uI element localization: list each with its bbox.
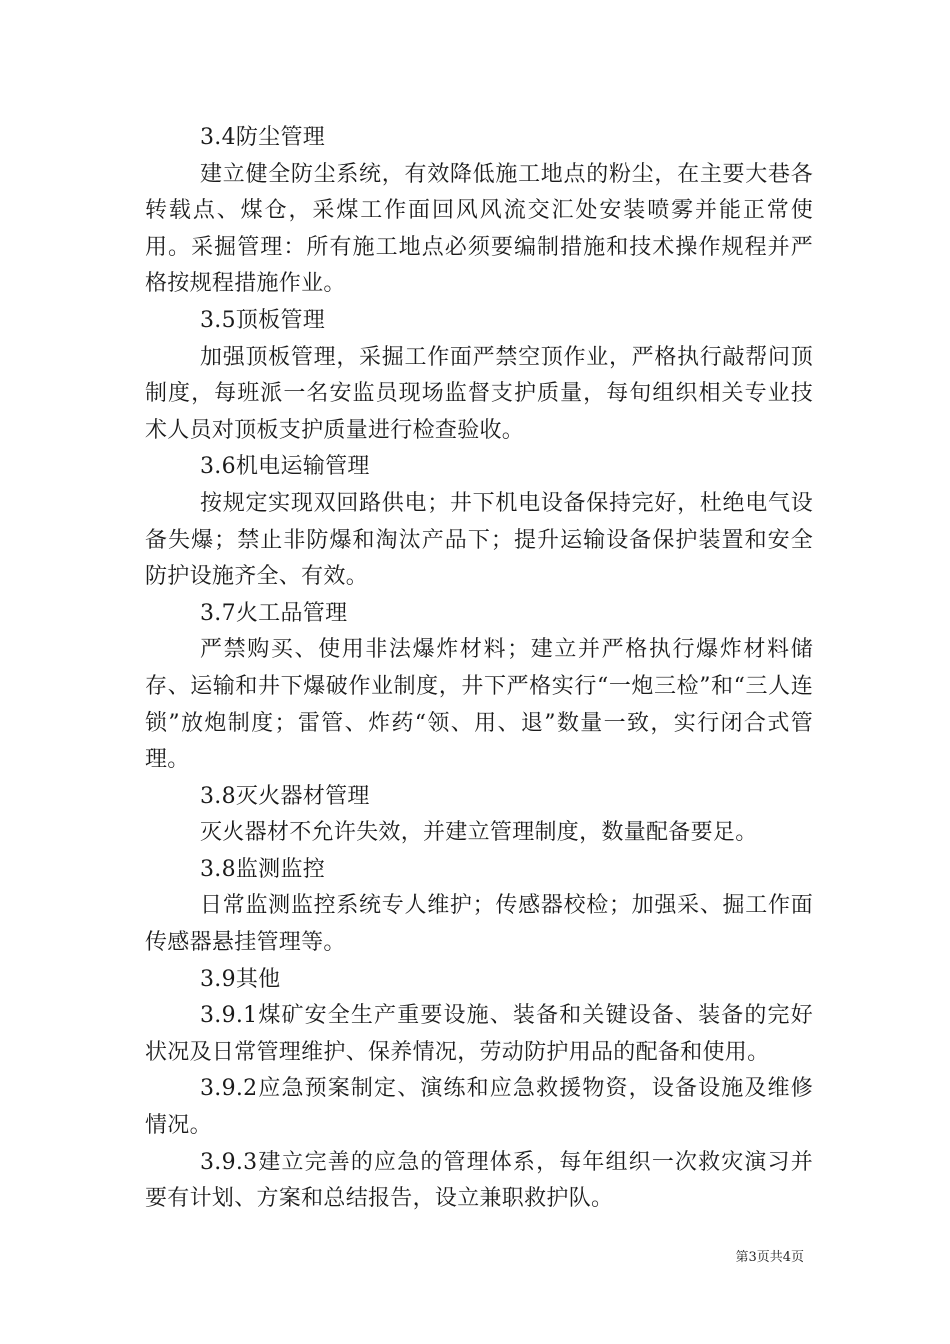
section-heading: 3.5顶板管理	[200, 307, 326, 333]
section-heading: 3.9其他	[200, 966, 281, 992]
section-heading: 3.4防尘管理	[200, 125, 326, 150]
paragraph: 3.9.1煤矿安全生产重要设施、装备和关键设备、装备的完好状况及日常管理维护、保养情况，劳动防护用品的配备和使用。	[145, 1003, 813, 1065]
section-heading: 3.8监测监控	[200, 856, 326, 882]
paragraph: 加强顶板管理，采掘工作面严禁空顶作业，严格执行敲帮问顶制度，每班派一名安监员现场监督支护质量，每旬组织相关专业技术人员对顶板支护质量进行检查验收。	[145, 344, 813, 443]
paragraph: 建立健全防尘系统，有效降低施工地点的粉尘，在主要大巷各转载点、煤仓，采煤工作面回风风流交汇处安装喷雾并能正常使用。采掘管理：所有施工地点必须要编制措施和技术操作规程并严格按规程措施作业。	[145, 161, 813, 297]
paragraph: 按规定实现双回路供电；井下机电设备保持完好，杜绝电气设备失爆；禁止非防爆和淘汰产品下；提升运输设备保护装置和安全防护设施齐全、有效。	[145, 490, 813, 590]
section-heading: 3.8灭火器材管理	[200, 783, 370, 809]
paragraph: 灭火器材不允许失效，并建立管理制度，数量配备要足。	[200, 820, 758, 846]
paragraph: 3.9.2应急预案制定、演练和应急救援物资，设备设施及维修情况。	[145, 1076, 813, 1139]
paragraph: 严禁购买、使用非法爆炸材料；建立并严格执行爆炸材料储存、运输和井下爆破作业制度，井下严格实行“一炮三检”和“三人连锁”放炮制度；雷管、炸药“领、用、退”数量一致，实行闭合式管理。	[145, 637, 813, 773]
document-body	[145, 120, 813, 1218]
paragraph: 日常监测监控系统专人维护；传感器校检；加强采、掘工作面传感器悬挂管理等。	[145, 893, 813, 956]
paragraph: 3.9.3建立完善的应急的管理体系，每年组织一次救灾演习并要有计划、方案和总结报告，设立兼职救护队。	[145, 1149, 813, 1212]
page-number: 第3页共4页	[735, 1250, 804, 1265]
section-heading: 3.6机电运输管理	[200, 454, 370, 480]
section-heading: 3.7火工品管理	[200, 600, 348, 626]
